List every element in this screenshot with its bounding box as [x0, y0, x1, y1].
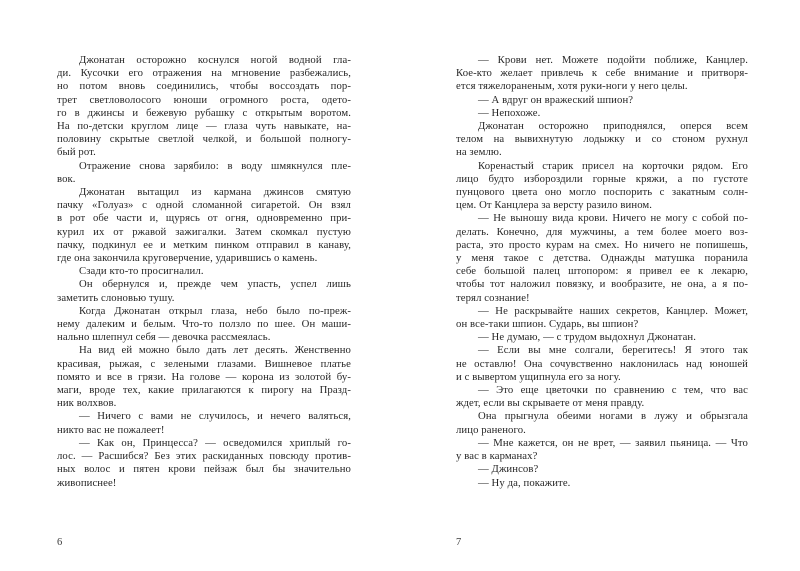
- paragraph: [57, 265, 351, 278]
- paragraph: [456, 94, 748, 107]
- text-line: Отражение снова зарябило: в воду шмякнулся пле-: [79, 159, 351, 172]
- text-line: — Мне кажется, он не врет, — заявил пьяница. — Что: [478, 436, 748, 449]
- text-line: телом на вывихнутую лодыжку и со стоном рухнул: [456, 133, 748, 146]
- page-left: [57, 0, 351, 571]
- paragraph: [456, 477, 748, 490]
- paragraph: [456, 120, 748, 160]
- text-line: — Непохоже.: [478, 106, 541, 119]
- text-line: — Крови нет. Можете подойти поближе, Канцлер.: [478, 54, 748, 66]
- text-line: Когда Джонатан открыл глаза, небо было по-преж-: [79, 304, 351, 317]
- paragraph: [57, 54, 351, 160]
- text-line: у меня такое с детства. Однажды матушка поранила: [456, 252, 748, 265]
- text-line: — Если вы мне солгали, берегитесь! Я этого так: [478, 344, 748, 357]
- text-line: — А вдруг он вражеский шпион?: [478, 93, 634, 106]
- text-line: Джонатан вытащил из кармана джинсов смятую: [79, 186, 351, 199]
- paragraph: [456, 305, 748, 331]
- text-line: ется тяжелораненым, хотя руки-ноги у него целы.: [456, 80, 688, 93]
- paragraph: [456, 160, 748, 213]
- text-line: Джонатан осторожно приподнялся, оперся всем: [478, 120, 748, 133]
- text-line: терял сознание!: [456, 291, 530, 304]
- text-line: где она закончила круговерчение, ударившись о камень.: [57, 252, 318, 265]
- text-line: — Ничего с вами не случилось, и нечего валяться,: [79, 410, 351, 423]
- paragraph: [57, 278, 351, 304]
- text-line: ждет, если вы скрываете от меня правду.: [456, 397, 645, 410]
- text-line: — Не думаю, — с трудом выдохнул Джонатан.: [478, 331, 697, 344]
- text-line: чтобы тот наложил повязку, и вообразите, не она, а я по-: [456, 278, 748, 291]
- text-line: Он обернулся и, прежде чем упасть, успел лишь: [79, 278, 351, 291]
- paragraph: [57, 305, 351, 345]
- text-line: лицо будто избороздили горные кряжи, а по густоте: [456, 172, 748, 185]
- text-line: лос. — Расшибся? Без этих раскиданных повсюду против-: [57, 450, 351, 463]
- text-line: Она прыгнула обеими ногами в лужу и обрызгала: [478, 410, 748, 423]
- paragraph: [456, 212, 748, 304]
- text-line: Коренастый старик присел на корточки рядом. Его: [478, 159, 748, 172]
- text-line: — Не выношу вида крови. Ничего не могу с собой по-: [478, 212, 748, 225]
- text-line: цем. От Канцлера за версту разило вином.: [456, 199, 653, 212]
- text-line: пунцового цвета оно могло поспорить с закатным солн-: [456, 186, 748, 199]
- page-number: 7: [456, 537, 462, 548]
- text-line: половину скрытые светлой челкой, и большой полногу-: [57, 133, 351, 146]
- text-line: он все-таки шпион. Сударь, вы шпион?: [456, 318, 639, 331]
- text-line: никто вас не пожалеет!: [57, 423, 165, 436]
- paragraph: [456, 107, 748, 120]
- text-line: не оставлю! Она сочувственно наклонилась над юношей: [456, 357, 748, 370]
- text-line: у вас в карманах?: [456, 450, 538, 463]
- page-text: [456, 54, 748, 490]
- text-line: го в джинсы и бежевую рубашку с открытым воротом.: [57, 106, 351, 119]
- paragraph: [456, 54, 748, 94]
- text-line: Джонатан осторожно коснулся ногой водной гла-: [79, 54, 351, 66]
- paragraph: [57, 160, 351, 186]
- text-line: раста, это просто курам на смех. Но ничего не попишешь,: [456, 238, 748, 251]
- paragraph: [456, 344, 748, 384]
- page-right: [456, 0, 748, 571]
- text-line: На вид ей можно было дать лет десять. Женственно: [79, 344, 351, 357]
- text-line: лицо раненого.: [456, 423, 526, 436]
- text-line: и с вывертом ущипнула его за ногу.: [456, 370, 621, 383]
- text-line: Сзади кто-то просигналил.: [79, 265, 204, 278]
- paragraph: [456, 331, 748, 344]
- text-line: пачку «Голуаз» с одной сломанной сигаретой. Он взял: [57, 199, 351, 212]
- text-line: ных волос и пятен крови пейзаж был бы значительно: [57, 463, 351, 476]
- text-line: — Джинсов?: [478, 463, 539, 476]
- text-line: себе большой палец штопором: я привел ее к лекарю,: [456, 265, 748, 278]
- paragraph: [456, 410, 748, 436]
- text-line: помято и все в грязи. На голове — корона из золотой бу-: [57, 370, 351, 383]
- text-line: — Это еще цветочки по сравнению с тем, что вас: [478, 384, 748, 397]
- text-line: — Ну да, покажите.: [478, 476, 571, 489]
- text-line: на землю.: [456, 146, 502, 159]
- text-line: пачку, подкинул ее и метким пинком отправил в канаву,: [57, 238, 351, 251]
- paragraph: [57, 437, 351, 490]
- text-line: На по-детски круглом лице — глаза чуть навыкате, на-: [57, 120, 351, 133]
- text-line: ник волхвов.: [57, 397, 117, 410]
- paragraph: [57, 344, 351, 410]
- text-line: в рот обе части и, щурясь от огня, одновременно при-: [57, 212, 351, 225]
- text-line: маги, вроде тех, какие прилагаются к пирогу на Празд-: [57, 384, 351, 397]
- text-line: ди. Кусочки его отражения на мгновение разбежались,: [57, 67, 351, 80]
- text-line: заметить слоновью тушу.: [57, 291, 175, 304]
- text-line: делать. Конечно, для мужчины, а тем более моего воз-: [456, 225, 748, 238]
- text-line: вок.: [57, 172, 76, 185]
- paragraph: [456, 437, 748, 463]
- paragraph: [57, 410, 351, 436]
- paragraph: [57, 186, 351, 265]
- paragraph: [456, 384, 748, 410]
- page-text: [57, 54, 351, 490]
- text-line: — Не раскрывайте наших секретов, Канцлер. Может,: [478, 304, 748, 317]
- text-line: нему далеким и белым. Что-то ползло по шее. Он маши-: [57, 318, 351, 331]
- text-line: но потом вновь соединились, чтобы воссоздать пор-: [57, 80, 351, 93]
- text-line: бый рот.: [57, 146, 96, 159]
- text-line: красивая, рыжая, с зелеными глазами. Вишневое платье: [57, 357, 351, 370]
- text-line: нально шлепнул себя — девочка рассмеялась.: [57, 331, 271, 344]
- text-line: трет светловолосого юноши огромного роста, одето-: [57, 93, 351, 106]
- page-number: 6: [57, 537, 63, 548]
- text-line: — Как он, Принцесса? — осведомился хриплый го-: [79, 436, 351, 449]
- text-line: живописнее!: [57, 476, 117, 489]
- paragraph: [456, 463, 748, 476]
- text-line: курил их от ржавой зажигалки. Затем скомкал пустую: [57, 225, 351, 238]
- text-line: Кое-кто желает привлечь к себе внимание и притворя-: [456, 67, 748, 80]
